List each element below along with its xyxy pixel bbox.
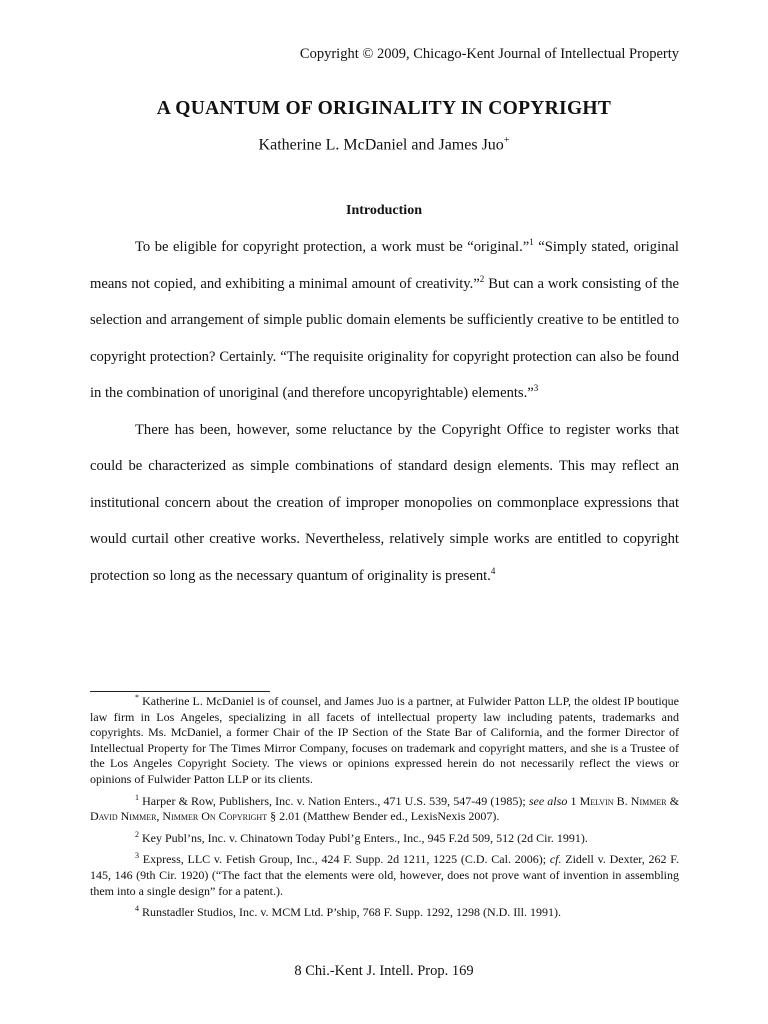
footnote-1-part-c: § 2.01 (Matthew Bender ed., LexisNexis 2007). xyxy=(267,809,500,824)
footnote-1 xyxy=(90,794,679,825)
footnote-ref-2: 2 xyxy=(479,273,485,284)
paragraph-2 xyxy=(90,412,679,595)
journal-citation-footer: 8 Chi.-Kent J. Intell. Prop. 169 xyxy=(294,963,474,979)
article-authors xyxy=(0,135,768,154)
footnote-star xyxy=(90,694,679,788)
footnote-ref-3: 3 xyxy=(533,383,539,394)
footnote-3-part-a: Express, LLC v. Fetish Group, Inc., 424 F. Supp. 2d 1211, 1225 (C.D. Cal. 2006); xyxy=(139,852,550,867)
article-title: A QUANTUM OF ORIGINALITY IN COPYRIGHT xyxy=(156,98,612,119)
footnote-1-part-a: Harper & Row, Publishers, Inc. v. Nation Enters., 471 U.S. 539, 547-49 (1985); xyxy=(139,793,529,808)
footnote-4 xyxy=(90,905,679,921)
author-footnote-mark: + xyxy=(503,135,510,146)
footnote-2-text: Key Publ’ns, Inc. v. Chinatown Today Publ’g Enters., Inc., 945 F.2d 509, 512 (2d Cir. 1991). xyxy=(139,830,588,845)
paragraph-1-part-1: To be eligible for copyright protection, a work must be “original.” xyxy=(135,239,530,255)
footnote-1-treatise: Melvin B. Nimmer & David Nimmer, Nimmer On Copyright xyxy=(90,793,680,824)
footnotes xyxy=(90,694,679,927)
footnote-4-mark: 4 xyxy=(135,904,139,914)
paragraph-1-part-2: “Simply stated, original means not copied, and exhibiting a minimal amount of creativity.” xyxy=(90,239,679,292)
footnote-1-part-b: 1 xyxy=(567,793,580,808)
footnote-2 xyxy=(90,831,679,847)
author-names: Katherine L. McDaniel and James Juo xyxy=(258,136,504,154)
footnote-3 xyxy=(90,852,679,899)
footnote-ref-1: 1 xyxy=(529,237,534,248)
paragraph-2-text: There has been, however, some reluctance by the Copyright Office to register works that could be characterized as simple combinations of standard design elements. This may reflect an institutional concern about the creation of improper monopolies on commonplace expressions that would curtail other creative works. Nevertheless, relatively simple works are entitled to copyright protection so long as the necessary quantum of originality is present. xyxy=(90,421,679,584)
footnote-1-mark: 1 xyxy=(135,792,139,802)
footnote-3-mark: 3 xyxy=(135,851,139,861)
footnote-star-text: Katherine L. McDaniel is of counsel, and James Juo is a partner, at Fulwider Patton LLP, the oldest IP boutique law firm in Los Angeles, specializing in all facets of intellectual property law including patents, trademarks and copyrights. Ms. McDaniel, a former Chair of the IP Section of the State Bar of California, and the former Director of Intellectual Property for The Times Mirror Company, focuses on trademark and copyright matters, and she is a Trustee of the Los Angeles Copyright Society. The views or opinions expressed herein do not necessarily reflect the views or opinions of Fulwider Patton LLP or its clients. xyxy=(90,694,679,786)
footnote-star-mark: * xyxy=(135,693,139,702)
footnote-3-part-b: Zidell v. Dexter, 262 F. 145, 146 (9th Cir. 1920) (“The fact that the elements were old, however, does not prove want of invention in assembling them into a single design” for a patent.). xyxy=(90,852,679,898)
body-text xyxy=(90,229,679,594)
footnote-2-mark: 2 xyxy=(135,829,139,839)
footnote-4-text: Runstadler Studios, Inc. v. MCM Ltd. P’ship, 768 F. Supp. 1292, 1298 (N.D. Ill. 1991). xyxy=(139,905,561,920)
copyright-header: Copyright © 2009, Chicago-Kent Journal of Intellectual Property xyxy=(299,46,679,62)
footnote-1-signal: see also xyxy=(528,793,568,808)
section-heading-introduction: Introduction xyxy=(346,203,422,218)
footnote-ref-4: 4 xyxy=(490,565,496,576)
footnote-divider xyxy=(90,691,270,692)
footnote-3-signal: cf. xyxy=(549,852,562,867)
paragraph-1 xyxy=(90,229,679,412)
paragraph-1-part-3: But can a work consisting of the selection and arrangement of simple public domain elements be sufficiently creative to be entitled to copyright protection? Certainly. “The requisite originality for copyright protection can also be found in the combination of unoriginal (and therefore uncopyrightable) elements.” xyxy=(90,275,679,401)
